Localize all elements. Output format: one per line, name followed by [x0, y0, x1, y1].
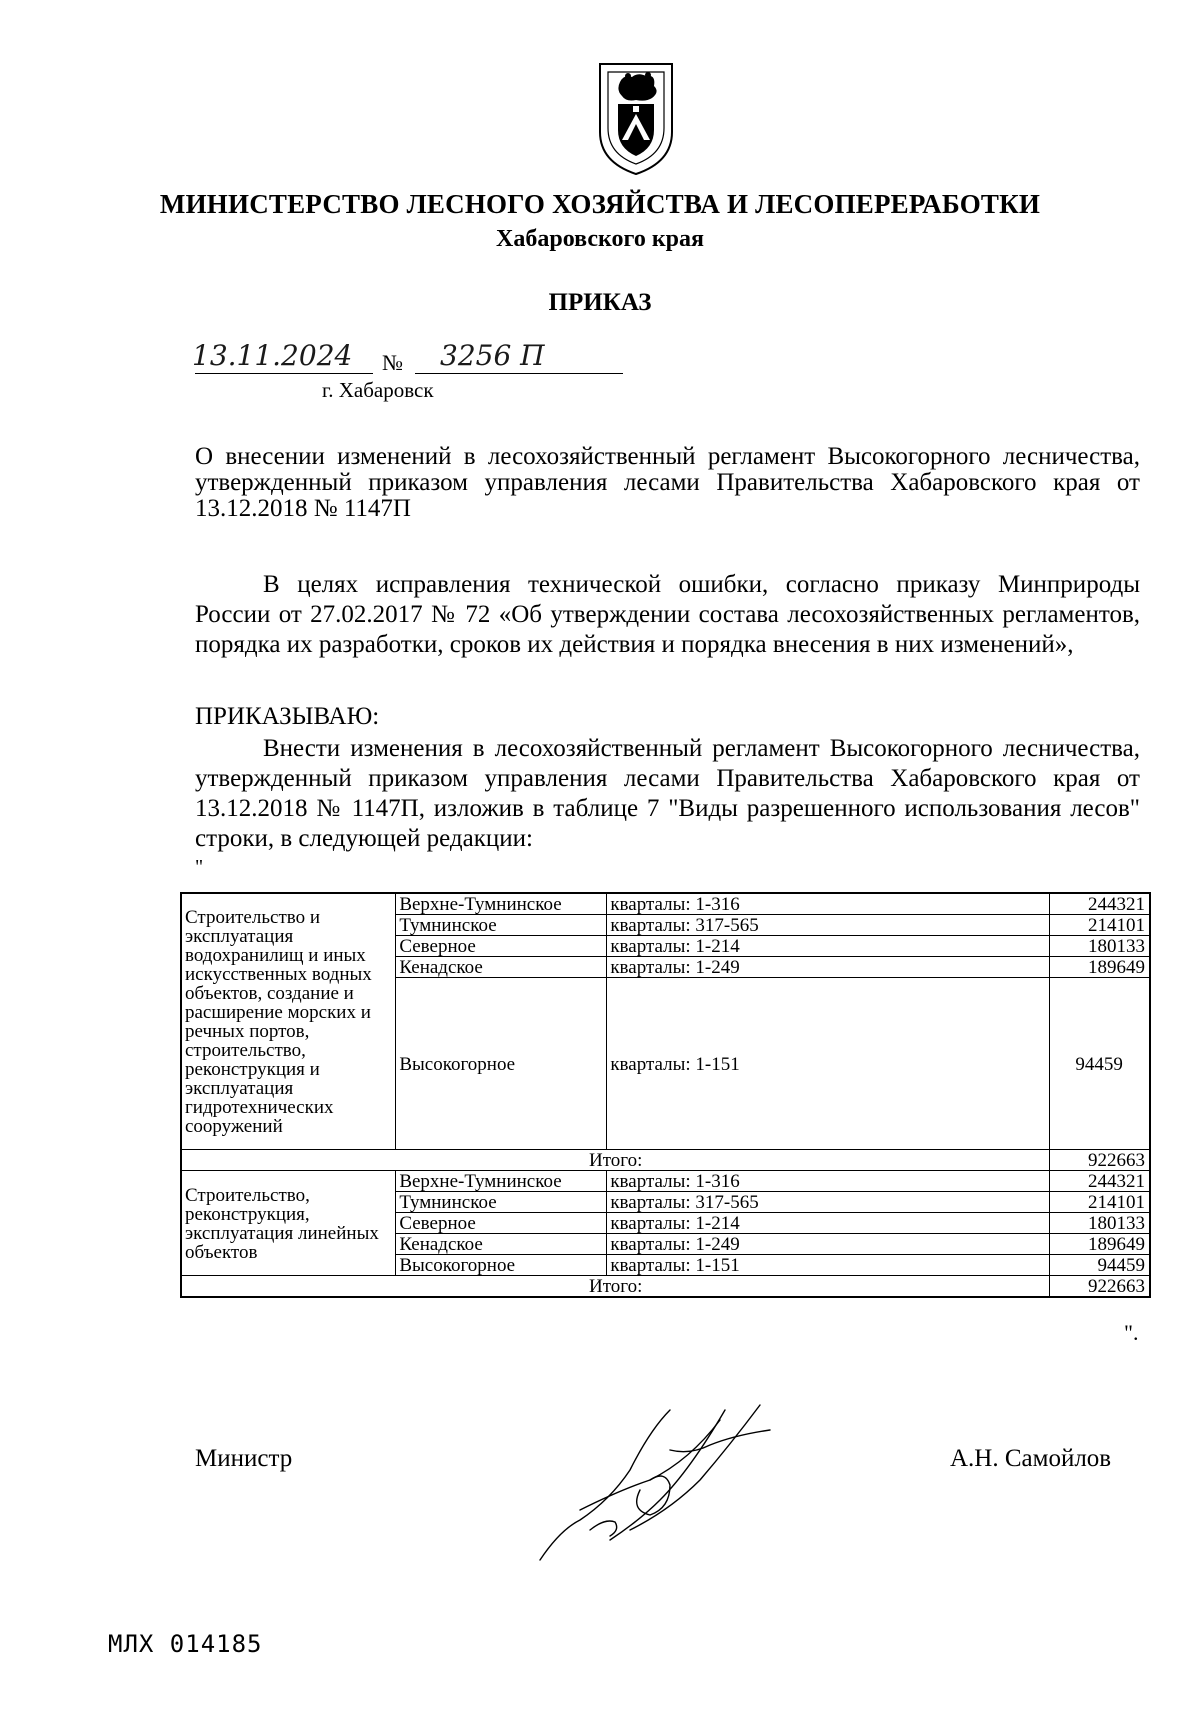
quarters-cell: кварталы: 317-565	[607, 1192, 1050, 1213]
area-cell: 214101	[1050, 915, 1150, 936]
open-quote: "	[195, 856, 204, 878]
quarters-cell: кварталы: 1-249	[607, 1234, 1050, 1255]
total-row	[181, 1276, 1150, 1298]
signatory-name: А.Н. Самойлов	[950, 1445, 1112, 1472]
area-cell: 180133	[1050, 1213, 1150, 1234]
area-cell: 189649	[1050, 957, 1150, 978]
quarters-cell: кварталы: 317-565	[607, 915, 1050, 936]
quarters-cell: кварталы: 1-151	[607, 978, 1050, 1150]
forestry-cell: Верхне-Тумнинское	[396, 1171, 607, 1192]
close-quote: ".	[1124, 1320, 1139, 1345]
table-row	[181, 1171, 1150, 1192]
forestry-cell: Высокогорное	[396, 978, 607, 1150]
total-value: 922663	[1050, 1150, 1150, 1171]
forestry-cell: Северное	[396, 1213, 607, 1234]
order-word: ПРИКАЗЫВАЮ:	[195, 703, 380, 730]
document-type: ПРИКАЗ	[548, 289, 652, 316]
quarters-cell: кварталы: 1-249	[607, 957, 1050, 978]
purpose-cell: Строительство, реконструкция, эксплуатация линейных объектов	[181, 1171, 396, 1276]
number-underline	[415, 373, 623, 374]
area-cell: 244321	[1050, 893, 1150, 915]
forestry-cell: Тумнинское	[396, 915, 607, 936]
forestry-cell: Высокогорное	[396, 1255, 607, 1276]
total-label: Итого:	[181, 1276, 1050, 1298]
date-underline	[195, 373, 373, 374]
signature-icon	[520, 1390, 790, 1570]
quarters-cell: кварталы: 1-214	[607, 936, 1050, 957]
ministry-region: Хабаровского края	[496, 226, 704, 252]
ministry-title: МИНИСТЕРСТВО ЛЕСНОГО ХОЗЯЙСТВА И ЛЕСОПЕРЕРАБОТКИ	[159, 189, 1041, 219]
total-row	[181, 1150, 1150, 1171]
number-sign: №	[382, 350, 403, 375]
area-cell: 214101	[1050, 1192, 1150, 1213]
area-cell: 94459	[1050, 978, 1150, 1150]
preamble-paragraph: В целях исправления технической ошибки, согласно приказу Минприроды России от 27.02.2017 № 72 «Об утверждении состава лесохозяйственных регламентов, порядка их разработки, сроков их действия и порядка внесения в них изменений»,	[195, 571, 1140, 658]
order-number: 3256 П	[440, 339, 545, 372]
city: г. Хабаровск	[322, 378, 434, 402]
forestry-cell: Кенадское	[396, 957, 607, 978]
forestry-cell: Тумнинское	[396, 1192, 607, 1213]
forestry-cell: Кенадское	[396, 1234, 607, 1255]
total-label: Итого:	[181, 1150, 1050, 1171]
order-subject: О внесении изменений в лесохозяйственный регламент Высокогорного лесничества, утвержденный приказом управления лесами Правительства Хабаровского края от 13.12.2018 № 1147П	[195, 443, 1140, 522]
area-cell: 189649	[1050, 1234, 1150, 1255]
table-row	[181, 893, 1150, 915]
signatory-title: Министр	[195, 1445, 293, 1472]
purpose-cell: Строительство и эксплуатация водохранилищ и иных искусственных водных объектов, создание и расширение морских и речных портов, строительство, реконструкция и эксплуатация гидротехнических сооружений	[181, 893, 396, 1150]
forestry-cell: Верхне-Тумнинское	[396, 893, 607, 915]
quarters-cell: кварталы: 1-316	[607, 1171, 1050, 1192]
quarters-cell: кварталы: 1-214	[607, 1213, 1050, 1234]
area-cell: 244321	[1050, 1171, 1150, 1192]
quarters-cell: кварталы: 1-316	[607, 893, 1050, 915]
area-cell: 94459	[1050, 1255, 1150, 1276]
forestry-cell: Северное	[396, 936, 607, 957]
serial-number: МЛХ 014185	[108, 1630, 263, 1658]
total-value: 922663	[1050, 1276, 1150, 1298]
coat-of-arms-icon	[590, 58, 682, 178]
instruction-paragraph: Внести изменения в лесохозяйственный регламент Высокогорного лесничества, утвержденный приказом управления лесами Правительства Хабаровского края от 13.12.2018 № 1147П, изложив в таблице 7 "Виды разрешенного использования лесов" строки, в следующей редакции:	[195, 735, 1140, 852]
quarters-cell: кварталы: 1-151	[607, 1255, 1050, 1276]
area-cell: 180133	[1050, 936, 1150, 957]
order-date: 13.11.2024	[192, 339, 353, 372]
permitted-use-table	[180, 892, 1151, 1298]
